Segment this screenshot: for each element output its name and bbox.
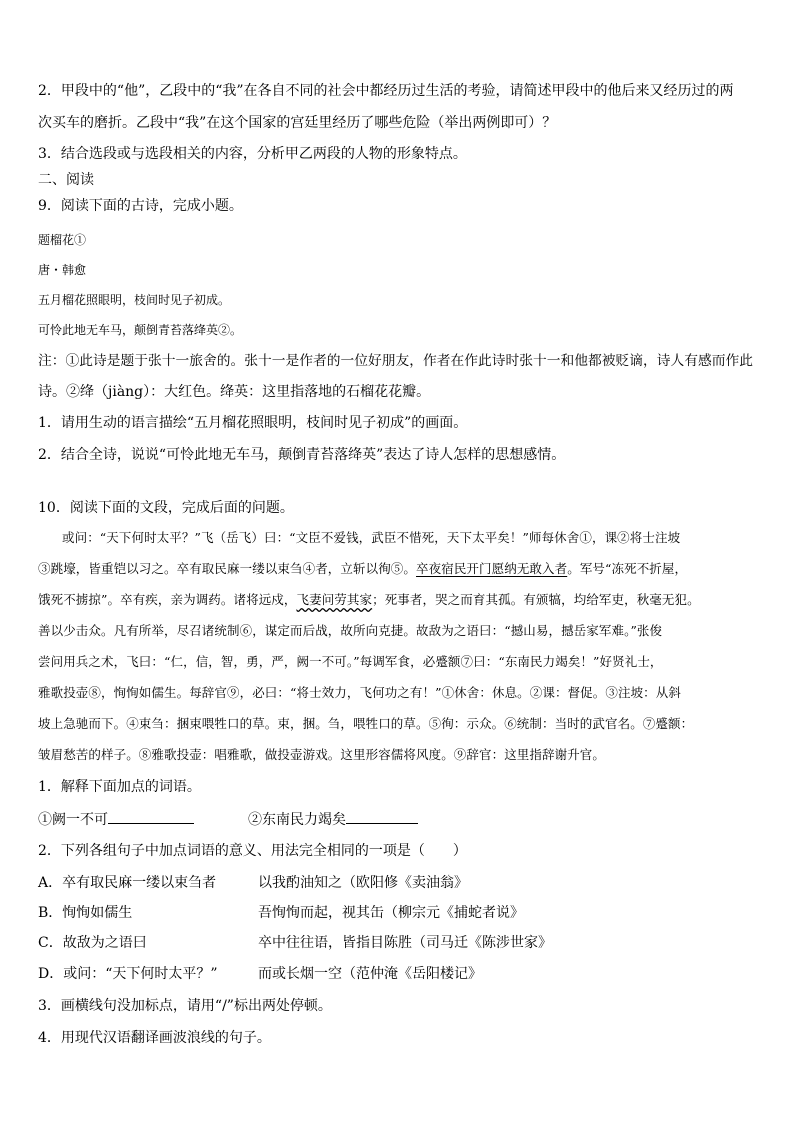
option-a-right: 以我酌油知之（欧阳修《卖油翁》 — [258, 875, 468, 891]
option-c-left: C．故敌为之语曰 — [38, 935, 147, 951]
section-heading: 二、阅读 — [38, 172, 94, 188]
passage-line: 皱眉愁苦的样子。⑧雅歌投壶：唱雅歌，做投壶游戏。这里形容儒将风度。⑨辞官：这里指辞谢升官。 — [38, 747, 606, 762]
poem-line: 可怜此地无车马，颠倒青苔落绛英②。 — [38, 323, 243, 337]
word-a: ①阙一不可 — [38, 812, 108, 828]
answer-blank-a[interactable] — [108, 809, 194, 824]
q9-item2: 2．结合全诗，说说“可怜此地无车马，颠倒青苔落绛英”表达了诗人怎样的思想感情。 — [38, 447, 566, 463]
option-d-right: 而或长烟一空（范仲淹《岳阳楼记》 — [258, 966, 482, 982]
option-a-left: A．卒有取民麻一缕以束刍者 — [38, 875, 217, 891]
answer-blank-b[interactable] — [346, 809, 418, 824]
poem-note-line1: 注：①此诗是题于张十一旅舍的。张十一是作者的一位好朋友，作者在作此诗时张十一和他都被贬谪，诗人有感而作此 — [38, 353, 754, 369]
option-c-right: 卒中往往语，皆指目陈胜（司马迁《陈涉世家》 — [258, 935, 552, 951]
passage-line — [38, 559, 687, 579]
q8-item2-line2: 次买车的磨折。乙段中“我”在这个国家的宫廷里经历了哪些危险（举出两例即可）？ — [38, 115, 557, 131]
poem-title: 题榴花① — [38, 233, 87, 247]
option-b-right: 吾恂恂而起，视其缶（柳宗元《捕蛇者说》 — [258, 905, 524, 921]
passage-line: 尝问用兵之术，飞曰：“仁，信，智，勇，严，阙一不可。”每调军食，必蹙额⑦曰：“东南民力竭矣！”好贤礼士， — [38, 654, 663, 669]
q8-item3: 3．结合选段或与选段相关的内容，分析甲乙两段的人物的形象特点。 — [38, 146, 467, 162]
passage-text: ；死事者，哭之而育其孤。有颁犒，均给军吏，秋毫无犯。 — [372, 592, 700, 607]
wavy-sentence: 飞妻问劳其家 — [296, 592, 373, 607]
poem-line: 五月榴花照眼明，枝间时见子初成。 — [38, 293, 231, 307]
poem-author: 唐・韩愈 — [38, 263, 87, 277]
q10-item1-blanks — [38, 809, 194, 830]
q9-item1: 1．请用生动的语言描绘“五月榴花照眼明，枝间时见子初成”的画面。 — [38, 415, 468, 431]
q10-item1: 1．解释下面加点的词语。 — [38, 779, 201, 795]
option-b-left: B．恂恂如儒生 — [38, 905, 133, 921]
passage-line: 或问：“天下何时太平？”飞（岳飞）曰：“文臣不爱钱，武臣不惜死，天下太平矣！”师每休舍①，课②将士注坡 — [62, 530, 681, 545]
q10-item1-blank-b — [248, 809, 418, 830]
underlined-sentence: 卒夜宿民开门愿纳无敢入者 — [416, 561, 568, 576]
q10-item4: 4．用现代汉语翻译画波浪线的句子。 — [38, 1030, 271, 1046]
q9-stem: 9．阅读下面的古诗，完成小题。 — [38, 198, 243, 214]
word-b: ②东南民力竭矣 — [248, 812, 346, 828]
q10-item3: 3．画横线句没加标点，请用“/”标出两处停顿。 — [38, 998, 332, 1014]
passage-line: 坡上急驰而下。④束刍：捆束喂牲口的草。束，捆。刍，喂牲口的草。⑤徇：示众。⑥统制：当时的武官名。⑦蹙额： — [38, 716, 694, 731]
q10-stem: 10．阅读下面的文段，完成后面的问题。 — [38, 500, 294, 516]
passage-line — [38, 590, 700, 610]
passage-line: 善以少击众。凡有所举，尽召诸统制⑥，谋定而后战，故所向克捷。故敌为之语曰：“撼山易，撼岳家军难。”张俊 — [38, 623, 663, 638]
passage-line: 雅歌投壶⑧，恂恂如儒生。每辞官⑨，必曰：“将士效力，飞何功之有！”①休舍：休息。②课：督促。③注坡：从斜 — [38, 685, 681, 700]
passage-text: ③跳壕，皆重铠以习之。卒有取民麻一缕以束刍④者，立斩以徇⑤。 — [38, 561, 417, 576]
poem-note-line2: 诗。②绛（jiàng）：大红色。绛英：这里指落地的石榴花花瓣。 — [38, 384, 431, 400]
passage-text: 。军号“冻死不折屋， — [567, 561, 688, 576]
passage-text: 饿死不掳掠”。卒有疾，亲为调药。诸将远戍， — [38, 592, 297, 607]
q10-item2: 2．下列各组句子中加点词语的意义、用法完全相同的一项是（ ） — [38, 843, 467, 859]
q8-item2-line1: 2．甲段中的“他”，乙段中的“我”在各自不同的社会中都经历过生活的考验，请简述甲段中的他后来又经历过的两 — [38, 83, 734, 99]
option-d-left: D．或问：“天下何时太平？” — [38, 966, 218, 982]
